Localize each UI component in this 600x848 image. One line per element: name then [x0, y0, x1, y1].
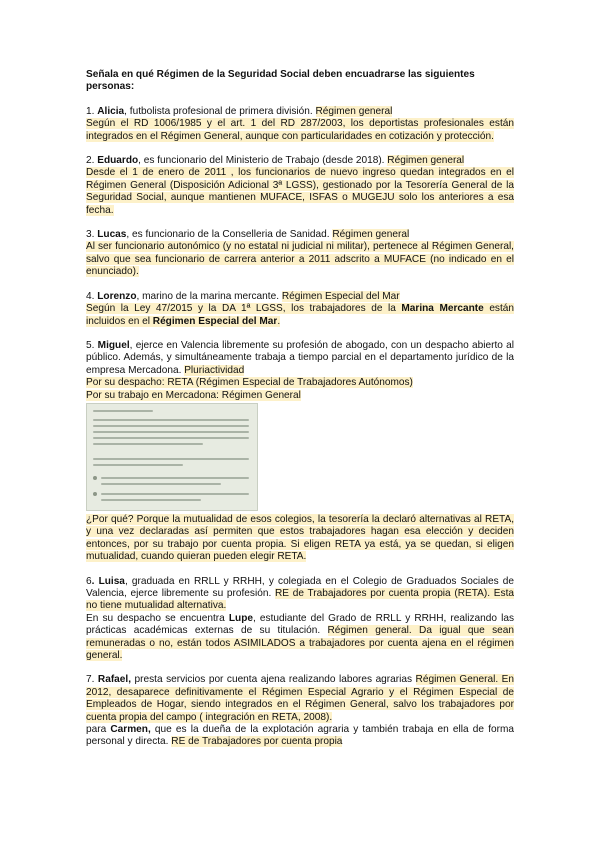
- person-name: Carmen,: [110, 724, 151, 736]
- question-4: [86, 291, 514, 328]
- explanation: Según la Ley 47/2015 y la DA 1ª LGSS, los trabajadores de la Marina Mercante están incluidos en el Régimen Especial del Mar.: [86, 303, 515, 327]
- answer: Régimen Especial del Mar: [281, 290, 400, 302]
- question-4-statement: 4. Lorenzo, marino de la marina mercante. Régimen Especial del Mar: [86, 290, 400, 302]
- question-7-statement-2: para Carmen, que es la dueña de la explotación agraria y también trabaja en ella de forma personal y directa. RE de Trabajadores por cuenta propia: [86, 724, 514, 748]
- answer: RE de Trabajadores por cuenta propia (RETA). Esta no tiene mutualidad alternativa.: [86, 587, 514, 612]
- person-name: Lupe: [228, 612, 253, 624]
- answer: Régimen general: [387, 155, 465, 167]
- answer: Régimen general: [332, 229, 410, 241]
- explanation: Según el RD 1006/1985 y el art. 1 del RD 287/2003, los deportistas profesionales están integrados en el Régimen General, aunque con particularidades en cotización y protección.: [86, 118, 514, 142]
- answer: Régimen general. Da igual que sean remuneradas o no, están todos ASIMILADOS a trabajadores por cuenta ajena en el régimen general.: [86, 625, 514, 661]
- answer: RE de Trabajadores por cuenta propia: [171, 736, 343, 748]
- question-2-statement: 2. Eduardo, es funcionario del Ministerio de Trabajo (desde 2018). Régimen general: [86, 155, 465, 167]
- question-1-statement: 1. Alicia, futbolista profesional de primera división. Régimen general: [86, 105, 393, 117]
- answer: Régimen general: [315, 105, 393, 117]
- question-7: [86, 674, 514, 748]
- person-name: Rafael,: [97, 674, 132, 686]
- document-content: [86, 69, 514, 761]
- question-5: [86, 340, 514, 564]
- question-5-statement: 5. Miguel, ejerce en Valencia libremente su profesión de abogado, con un despacho abierto al público. Además, y simultáneamente trabaja a tiempo parcial en el departamento jurídico de la empresa Mercadona. Pluriactividad: [86, 339, 514, 376]
- question-3-statement: 3. Lucas, es funcionario de la Conselleria de Sanidad. Régimen general: [86, 229, 410, 241]
- person-name: Luisa: [98, 575, 125, 587]
- page-title: Señala en qué Régimen de la Seguridad Social deben encuadrarse las siguientes personas:: [86, 69, 475, 93]
- explanation: ¿Por qué? Porque la mutualidad de esos colegios, la tesorería la declaró alternativas al RETA, y una vez declaradas así permiten que estos trabajadores hagan esa elección y deciden entonces, por su trabajo por cuenta propia. Si eligen RETA ya está, ya se quedan, si eligen mutualidad, cuando quieran pueden elegir RETA.: [86, 513, 514, 563]
- question-6: [86, 576, 514, 663]
- embedded-screenshot-image: [86, 403, 258, 511]
- question-7-statement: 7. Rafael, presta servicios por cuenta ajena realizando labores agrarias Régimen General. En 2012, desaparece definitivamente el Régimen Especial Agrario y el Régimen Especial de Empleados de Hogar, siendo integrados en el Régimen General, salvo los trabajadores por cuenta propia del campo ( integración en RETA, 2008).: [86, 674, 514, 723]
- person-name: Lucas: [97, 229, 127, 241]
- question-2: [86, 155, 514, 217]
- question-6-statement-2: En su despacho se encuentra Lupe, estudiante del Grado de RRLL y RRHH, realizando las prácticas académicas externas de su titulación. Régimen general. Da igual que sean remuneradas o no, están todos ASIMILADOS a trabajadores por cuenta ajena en el régimen general.: [86, 612, 515, 661]
- person-name: Alicia: [97, 105, 125, 117]
- answer: Pluriactividad: [184, 364, 245, 376]
- question-3: [86, 229, 514, 279]
- person-name: Lorenzo: [97, 290, 137, 302]
- answer-line-reta: Por su despacho: RETA (Régimen Especial de Trabajadores Autónomos): [86, 377, 413, 389]
- person-name: Miguel: [97, 339, 130, 351]
- question-6-statement: 6. Luisa, graduada en RRLL y RRHH, y colegiada en el Colegio de Graduados Sociales de Valencia, ejerce libremente su profesión. RE de Trabajadores por cuenta propia (RETA). Esta no tiene mutualidad alternativa.: [86, 575, 514, 612]
- explanation: Al ser funcionario autonómico (y no estatal ni judicial ni militar), pertenece al Régimen General, salvo que sea funcionario de carrera anterior a 2011 adscrito a MUFACE (no indicado en el enunciado).: [86, 241, 514, 278]
- answer: Régimen General. En 2012, desaparece definitivamente el Régimen Especial Agrario y el Régimen Especial de Empleados de Hogar, siendo integrados en el Régimen General, salvo los trabajadores por cuenta propia del campo ( integración en RETA, 2008).: [86, 674, 514, 723]
- person-name: Eduardo: [97, 155, 139, 167]
- answer-line-general: Por su trabajo en Mercadona: Régimen General: [86, 389, 301, 401]
- explanation: Desde el 1 de enero de 2011 , los funcionarios de nuevo ingreso quedan integrados en el Régimen General (Disposición Adicional 3ª LGSS), gestionado por la Tesorería General de la Seguridad Social, aunque mantienen MUFACE, ISFAS o MUGEJU solo los anteriores a esa fecha.: [86, 167, 514, 216]
- question-1: [86, 106, 514, 143]
